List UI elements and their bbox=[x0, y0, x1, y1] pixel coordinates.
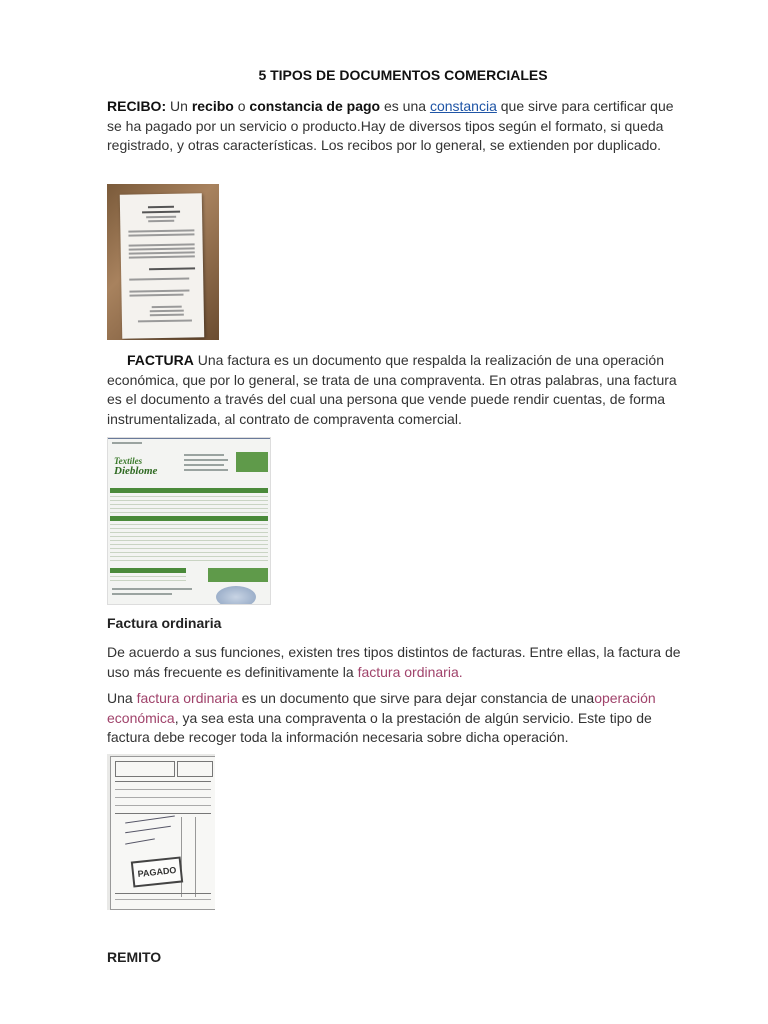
constancia-link[interactable]: constancia bbox=[429, 98, 497, 114]
fo-p2-text-1: Una bbox=[107, 690, 137, 706]
factura-ordinaria-link-1[interactable]: factura ordinaria. bbox=[357, 663, 463, 680]
recibo-paragraph bbox=[107, 97, 692, 156]
pagado-stamp: PAGADO bbox=[131, 856, 183, 887]
recibo-bold-1: recibo bbox=[191, 98, 234, 114]
recibo-bold-2: constancia de pago bbox=[249, 98, 381, 114]
factura-ordinaria-paper bbox=[110, 756, 215, 910]
document-title: 5 TIPOS DE DOCUMENTOS COMERCIALES bbox=[258, 67, 548, 83]
operacion-economica-link[interactable]: operación económica bbox=[107, 690, 656, 726]
invoice-logo-line1: Textiles bbox=[114, 456, 143, 466]
factura-paragraph bbox=[107, 351, 692, 429]
fo-p2-text-3: , ya sea esta una compraventa o la prestación de algún servicio. Este tipo de factura debe recoger toda la información necesaria sobre dicha operación. bbox=[107, 709, 652, 745]
fo-p1-text: De acuerdo a sus funciones, existen tres tipos distintos de facturas. Entre ellas, la factura de uso más frecuente es definitivamente la bbox=[107, 644, 681, 680]
factura-ordinaria-heading: Factura ordinaria bbox=[107, 615, 222, 631]
recibo-text-2: o bbox=[233, 98, 250, 114]
factura-ordinaria-paragraph-1 bbox=[107, 643, 692, 682]
recibo-text-1: Un bbox=[166, 98, 192, 114]
remito-heading: REMITO bbox=[107, 949, 162, 965]
invoice-logo bbox=[114, 456, 174, 484]
recibo-text-3: es una bbox=[380, 98, 430, 114]
factura-ordinaria-link-2[interactable]: factura ordinaria bbox=[136, 690, 238, 706]
factura-text: Una factura es un documento que respalda la realización de una operación económica, que por lo general, se trata de una compraventa. En otras palabras, una factura es el documento a través del cual una persona que vende puede rendir cuentas, de forma instrumentalizada, al contrato de compraventa comercial. bbox=[107, 352, 677, 427]
recibo-label: RECIBO: bbox=[107, 98, 167, 114]
recibo-text-4: que sirve para certificar que se ha pagado por un servicio o producto.Hay de diversos tipos según el formato, si queda registrado, y otras características. Los recibos por lo general, se extienden por duplicado. bbox=[107, 98, 674, 153]
receipt-image bbox=[107, 184, 219, 340]
factura-ordinaria-paragraph-2 bbox=[107, 689, 692, 748]
invoice-logo-line2: Dieblome bbox=[114, 465, 158, 477]
factura-ordinaria-image bbox=[107, 754, 215, 910]
receipt-paper bbox=[120, 193, 205, 338]
factura-label: FACTURA bbox=[127, 352, 194, 368]
invoice-image bbox=[107, 437, 271, 605]
fo-p2-text-2: es un documento que sirve para dejar constancia de una bbox=[237, 690, 595, 706]
